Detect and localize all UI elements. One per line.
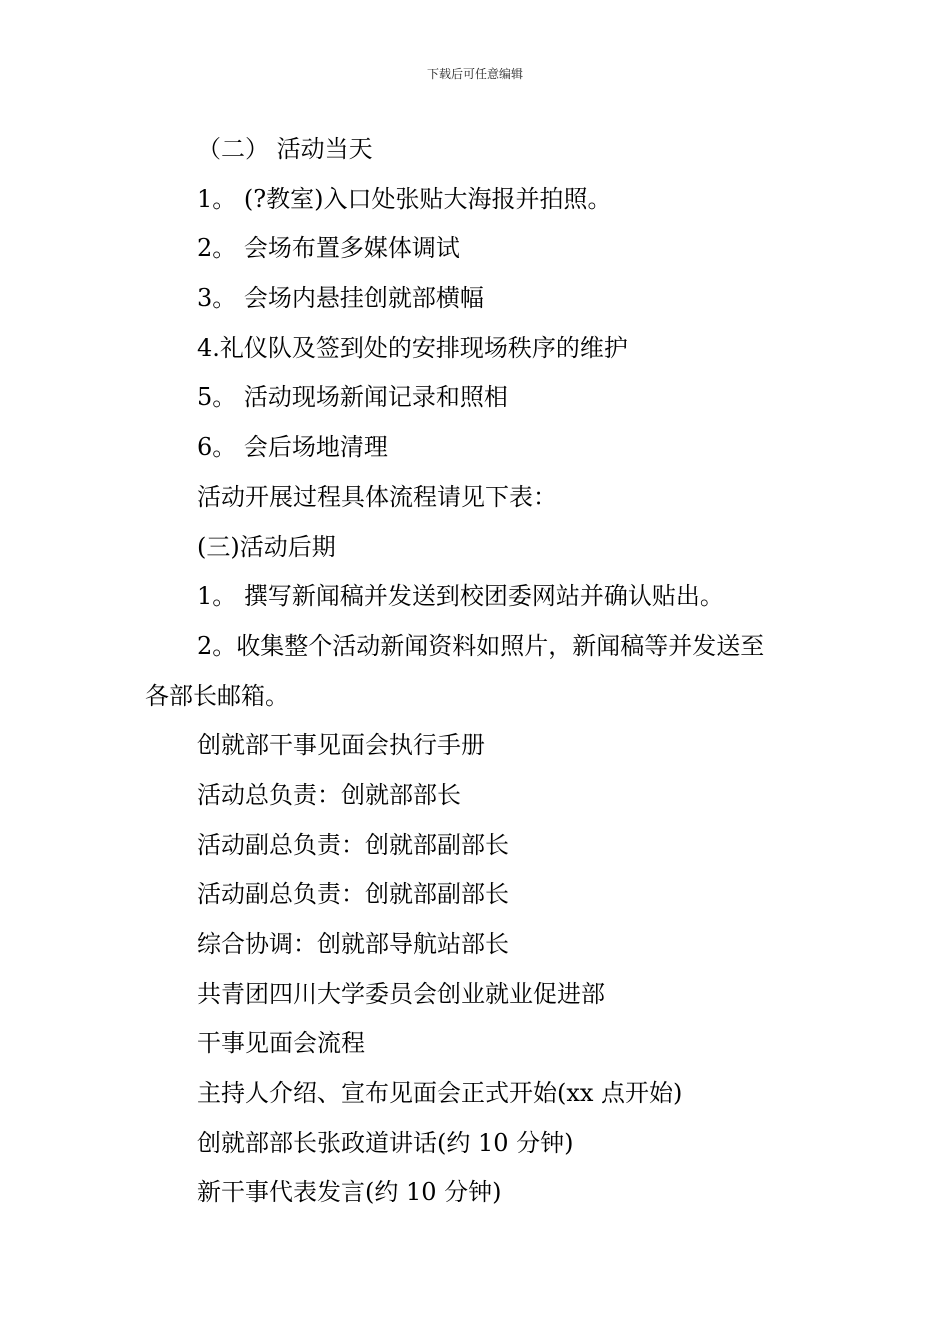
paragraph: 综合协调：创就部导航站部长 <box>197 930 509 958</box>
list-item: 3。 会场内悬挂创就部横幅 <box>197 284 484 313</box>
organization-name: 共青团四川大学委员会创业就业促进部 <box>197 979 605 1008</box>
paragraph: 主持人介绍、宣布见面会正式开始(xx 点开始) <box>197 1079 683 1108</box>
document-title: 创就部干事见面会执行手册 <box>197 731 485 760</box>
paragraph: 活动副总负责：创就部副部长 <box>197 880 509 909</box>
paragraph: 活动开展过程具体流程请见下表： <box>197 482 557 511</box>
paragraph: 活动总负责：创就部部长 <box>197 780 461 809</box>
list-item: 2。 会场布置多媒体调试 <box>197 234 460 263</box>
section-heading-flow: 干事见面会流程 <box>197 1029 365 1058</box>
list-item-continuation: 各部长邮箱。 <box>145 681 289 710</box>
list-item: 4.礼仪队及签到处的安排现场秩序的维护 <box>197 333 628 362</box>
paragraph: 创就部部长张政道讲话(约 10 分钟) <box>197 1128 574 1157</box>
page-header: 下载后可任意编辑 <box>426 67 523 81</box>
list-item: 5。 活动现场新闻记录和照相 <box>197 383 508 412</box>
section-heading-activity-day: （二） 活动当天 <box>197 135 373 163</box>
list-item: 1。 撰写新闻稿并发送到校团委网站并确认贴出。 <box>197 582 724 611</box>
section-heading-post-activity: (三)活动后期 <box>197 532 336 561</box>
paragraph: 新干事代表发言(约 10 分钟) <box>197 1178 502 1207</box>
paragraph: 活动副总负责：创就部副部长 <box>197 830 509 859</box>
list-item: 2。收集整个活动新闻资料如照片，新闻稿等并发送至 <box>197 631 765 660</box>
list-item: 6。 会后场地清理 <box>197 433 388 462</box>
list-item: 1。 (?教室)入口处张贴大海报并拍照。 <box>197 184 612 213</box>
document-body <box>145 125 815 1218</box>
